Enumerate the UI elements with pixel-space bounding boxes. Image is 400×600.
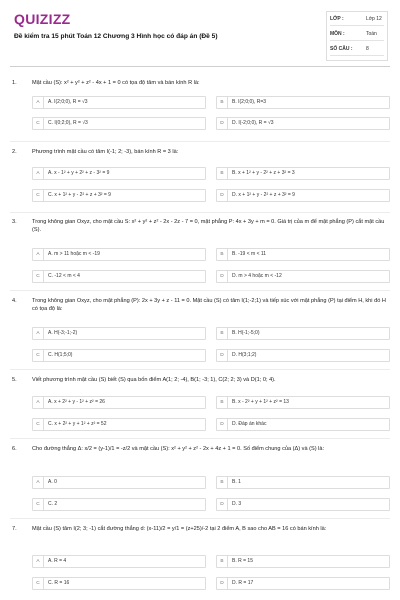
- option-letter: B: [217, 477, 228, 488]
- question-number: 4.: [12, 298, 17, 304]
- question-text: Trong không gian Oxyz, cho mặt cầu S: x² + y² + z² - 2x - 2z - 7 = 0, mặt phẳng P: 4x + 3y + m = 0. Giá trị của m để mặt phẳng (P) cắt mặt cầu (S).: [32, 219, 385, 233]
- option-a[interactable]: [32, 167, 206, 180]
- option-text: C. -12 < m < 4: [48, 273, 80, 279]
- question-text: Viết phương trình mặt cầu (S) biết (S) qua bốn điểm A(1; 2; -4), B(1; -3; 1), C(2; 2; 3) và D(1; 0; 4).: [32, 377, 276, 383]
- option-letter: C: [33, 271, 44, 282]
- meta-key: MÔN :: [330, 31, 345, 37]
- meta-key: LỚP :: [330, 16, 344, 22]
- question-separator: [10, 438, 390, 439]
- option-a[interactable]: [32, 327, 206, 340]
- option-letter: A: [33, 556, 44, 567]
- option-a[interactable]: [32, 555, 206, 568]
- option-b[interactable]: [216, 167, 390, 180]
- option-letter: B: [217, 328, 228, 339]
- option-d[interactable]: [216, 577, 390, 590]
- option-text: B. x + 1² + y - 2² + z + 3² = 3: [232, 170, 295, 176]
- question-text: Mặt cầu (S) tâm I(2; 3; -1) cắt đường thẳng d: (x-11)/2 = y/1 = (z+25)/-2 tại 2 điểm A, B sao cho AB = 16 có bán kính là:: [32, 526, 327, 532]
- option-letter: B: [217, 397, 228, 408]
- question-number: 7.: [12, 526, 17, 532]
- option-letter: D: [217, 190, 228, 201]
- option-a[interactable]: [32, 396, 206, 409]
- option-c[interactable]: [32, 117, 206, 130]
- meta-value: 8: [366, 46, 369, 52]
- option-a[interactable]: [32, 476, 206, 489]
- question-text: Mặt cầu (S): x² + y² + z² - 4x + 1 = 0 có tọa độ tâm và bán kính R là:: [32, 80, 200, 86]
- option-letter: D: [217, 350, 228, 361]
- option-text: A. R = 4: [48, 558, 67, 564]
- option-text: D. I(-2;0;0), R = √3: [232, 120, 274, 126]
- option-text: D. R = 17: [232, 580, 254, 586]
- option-text: D. m > 4 hoặc m < -12: [232, 273, 282, 279]
- header-divider: [10, 66, 390, 67]
- option-text: C. x + 2² + y + 1² + z² = 52: [48, 421, 107, 427]
- meta-row-count: [330, 46, 384, 56]
- option-c[interactable]: [32, 577, 206, 590]
- question-text: Phương trình mặt cầu có tâm I(-1; 2; -3), bán kính R = 3 là:: [32, 149, 179, 155]
- question-number: 2.: [12, 149, 17, 155]
- question-separator: [10, 212, 390, 213]
- option-c[interactable]: [32, 349, 206, 362]
- option-a[interactable]: [32, 248, 206, 261]
- option-letter: C: [33, 419, 44, 430]
- option-letter: A: [33, 397, 44, 408]
- option-text: D. H(3;1;2): [232, 352, 257, 358]
- meta-box: [326, 11, 388, 61]
- option-text: C. 2: [48, 501, 58, 507]
- option-text: D. 3: [232, 501, 242, 507]
- option-letter: B: [217, 249, 228, 260]
- option-b[interactable]: [216, 248, 390, 261]
- option-c[interactable]: [32, 418, 206, 431]
- option-text: A. x + 2² + y - 1² + z² = 26: [48, 399, 105, 405]
- option-b[interactable]: [216, 555, 390, 568]
- option-d[interactable]: [216, 498, 390, 511]
- option-b[interactable]: [216, 96, 390, 109]
- question-separator: [10, 518, 390, 519]
- question-number: 6.: [12, 446, 17, 452]
- option-letter: A: [33, 97, 44, 108]
- option-letter: D: [217, 499, 228, 510]
- quizizz-logo[interactable]: QUIZIZZ: [14, 11, 71, 27]
- option-d[interactable]: [216, 349, 390, 362]
- option-c[interactable]: [32, 189, 206, 202]
- option-letter: C: [33, 499, 44, 510]
- option-b[interactable]: [216, 327, 390, 340]
- option-d[interactable]: [216, 270, 390, 283]
- option-text: A. x - 1² + y + 2² + z - 3² = 9: [48, 170, 110, 176]
- option-text: D. x + 1² + y - 2² + z + 3² = 9: [232, 192, 295, 198]
- meta-value: Lớp 12: [366, 16, 382, 22]
- option-c[interactable]: [32, 270, 206, 283]
- option-letter: B: [217, 556, 228, 567]
- question-text: Cho đường thẳng Δ: x/2 = (y-1)/1 = -z/2 và mặt cầu (S): x² + y² + z² - 2x + 4z + 1 = 0. Số điểm chung của (Δ) và (S) là:: [32, 446, 325, 452]
- option-d[interactable]: [216, 189, 390, 202]
- option-b[interactable]: [216, 476, 390, 489]
- meta-row-subject: [330, 31, 384, 41]
- option-letter: A: [33, 328, 44, 339]
- option-text: B. x - 2² + y + 1² + z² = 13: [232, 399, 289, 405]
- question-number: 1.: [12, 80, 17, 86]
- option-text: A. H(-3;-1;-2): [48, 330, 78, 336]
- option-text: C. R = 16: [48, 580, 70, 586]
- option-text: D. Đáp án khác: [232, 421, 267, 427]
- option-letter: C: [33, 578, 44, 589]
- meta-value: Toán: [366, 31, 377, 37]
- question-number: 3.: [12, 219, 17, 225]
- option-letter: C: [33, 350, 44, 361]
- option-letter: A: [33, 477, 44, 488]
- option-text: B. I(2;0;0), R=3: [232, 99, 267, 105]
- option-letter: A: [33, 168, 44, 179]
- option-text: B. R = 15: [232, 558, 253, 564]
- option-a[interactable]: [32, 96, 206, 109]
- option-text: C. H(1;5;0): [48, 352, 73, 358]
- option-text: C. x + 1² + y - 2² + z + 3² = 9: [48, 192, 111, 198]
- question-separator: [10, 369, 390, 370]
- option-letter: D: [217, 118, 228, 129]
- option-letter: D: [217, 578, 228, 589]
- option-text: B. 1: [232, 479, 241, 485]
- option-letter: C: [33, 190, 44, 201]
- option-letter: D: [217, 271, 228, 282]
- option-text: A. I(2;0;0), R = √3: [48, 99, 88, 105]
- question-text: Trong không gian Oxyz, cho mặt phẳng (P): 2x + 3y + z - 11 = 0. Mặt cầu (S) có tâm I(1;-2;1) và tiếp xúc với mặt phẳng (P) tại điểm H, khi đó H có tọa độ là:: [32, 298, 386, 312]
- exam-title: Đề kiểm tra 15 phút Toán 12 Chương 3 Hình học có đáp án (Đề 5): [14, 33, 218, 40]
- option-text: A. 0: [48, 479, 57, 485]
- option-letter: B: [217, 97, 228, 108]
- option-d[interactable]: [216, 117, 390, 130]
- option-text: B. -19 < m < 11: [232, 251, 267, 257]
- option-letter: B: [217, 168, 228, 179]
- option-text: A. m > 11 hoặc m < -19: [48, 251, 100, 257]
- option-d[interactable]: [216, 418, 390, 431]
- option-c[interactable]: [32, 498, 206, 511]
- question-separator: [10, 290, 390, 291]
- question-separator: [10, 141, 390, 142]
- option-text: C. I(0;2;0), R = √3: [48, 120, 88, 126]
- meta-row-class: [330, 16, 384, 26]
- meta-key: SỐ CÂU :: [330, 46, 353, 52]
- option-letter: C: [33, 118, 44, 129]
- question-number: 5.: [12, 377, 17, 383]
- option-text: B. H(-1;-5;0): [232, 330, 260, 336]
- option-letter: A: [33, 249, 44, 260]
- header: [0, 0, 400, 62]
- option-b[interactable]: [216, 396, 390, 409]
- option-letter: D: [217, 419, 228, 430]
